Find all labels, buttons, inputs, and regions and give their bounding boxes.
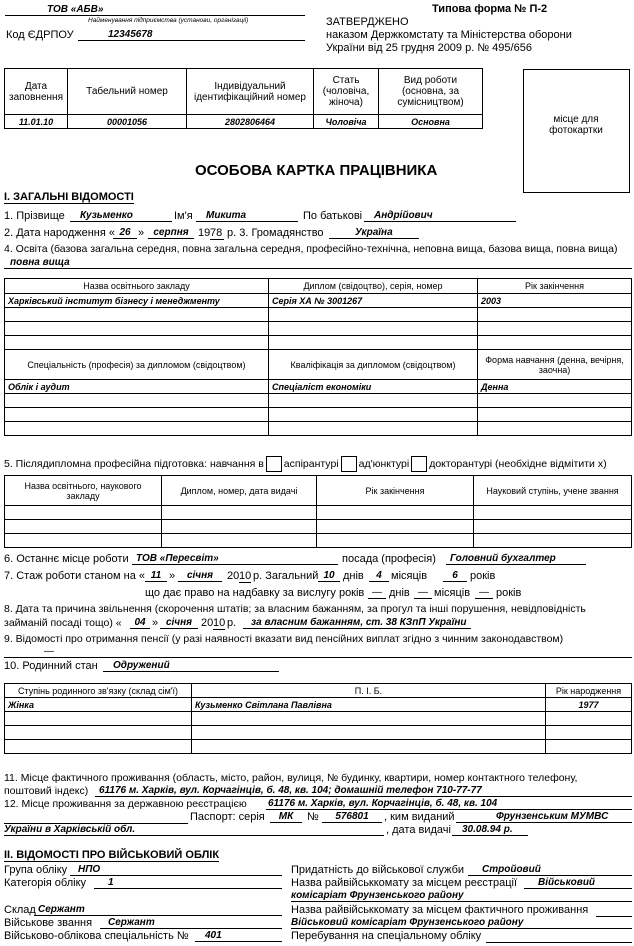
bonus-months-word: місяців bbox=[434, 587, 471, 599]
org-name: ТОВ «АБВ» bbox=[5, 4, 305, 16]
dismiss-label1: 8. Дата та причина звільнення (скорочення штатів; за власним бажанням, за прогул та інші порушення, невідповідність bbox=[4, 603, 586, 615]
th-diploma: Диплом (свідоцтво), серія, номер bbox=[269, 279, 478, 294]
reg-office2: комісаріат Фрунзенського району bbox=[291, 890, 632, 902]
exp-year-prefix: 20 bbox=[227, 570, 240, 582]
approved-line1: наказом Держкомстату та Міністерства оборони bbox=[326, 29, 572, 41]
days-word: днів bbox=[343, 570, 364, 582]
exp-days: 10 bbox=[318, 570, 340, 582]
top-info-table bbox=[4, 68, 483, 129]
form-title: Типова форма № П-2 bbox=[432, 3, 548, 15]
addr-value: 61176 м. Харків, вул. Корчагінців, б. 48, кв. 104; домашній телефон 710-77-77 bbox=[95, 785, 632, 797]
doctorantura-checkbox[interactable] bbox=[411, 456, 427, 472]
exp-months: 4 bbox=[369, 570, 389, 582]
exp-month: січня bbox=[178, 570, 222, 582]
adjunctura-checkbox[interactable] bbox=[341, 456, 357, 472]
table-row bbox=[5, 726, 632, 740]
th-grad-year: Рік закінчення bbox=[478, 279, 632, 294]
exp-year: 10 bbox=[239, 570, 252, 582]
exp-day: 11 bbox=[145, 570, 167, 582]
postgrad-opt1: аспірантурі bbox=[283, 457, 339, 470]
th-id-number: Індивідуальний ідентифікаційний номер bbox=[187, 69, 314, 115]
postgrad-opt2: ад'юнктурі bbox=[358, 457, 410, 470]
exp-total: р. Загальний bbox=[253, 570, 319, 582]
birth-after: р. 3. Громадянство bbox=[227, 227, 324, 239]
reg-office1: Військовий bbox=[524, 877, 632, 889]
family-label: 10. Родинний стан bbox=[4, 660, 98, 672]
grad-year: 2003 bbox=[478, 294, 632, 308]
approved-line2: України від 25 грудня 2009 р. № 495/656 bbox=[326, 42, 532, 54]
edrpou-label: Код ЄДРПОУ bbox=[6, 29, 74, 41]
issued-by1: Фрунзенським МУМВС bbox=[456, 811, 632, 823]
addr-label: 11. Місце фактичного проживання (область, місто, район, вулиця, № будинку, квартири, номер контактного телефону, bbox=[4, 772, 578, 784]
aspirantura-checkbox[interactable] bbox=[266, 456, 282, 472]
gender: Чоловіча bbox=[314, 115, 379, 129]
vos-label: Військово-облікова спеціальність № bbox=[4, 930, 189, 942]
family-table bbox=[4, 683, 632, 754]
th-pg-diploma: Диплом, номер, дата видачі bbox=[162, 476, 317, 506]
addr-label2: поштовий індекс) bbox=[4, 785, 89, 797]
issue-date-label: , дата видачі bbox=[386, 824, 451, 836]
bonus-months: — bbox=[414, 587, 432, 599]
edrpou-value: 12345678 bbox=[78, 29, 305, 41]
fact-office-label: Назва райвійськкомату за місцем фактичного проживання bbox=[291, 904, 589, 916]
relation: Жінка bbox=[5, 698, 192, 712]
diploma: Серія ХА № 3001267 bbox=[269, 294, 478, 308]
patronymic: Андрійович bbox=[364, 210, 516, 222]
lastjob-label: 6. Останнє місце роботи bbox=[4, 553, 129, 565]
th-work-type: Вид роботи (основна, за сумісництвом) bbox=[379, 69, 483, 115]
staff: Сержант bbox=[34, 904, 282, 916]
table-row bbox=[5, 520, 632, 534]
issued-label: , ким виданий bbox=[384, 811, 455, 823]
dismiss-year-prefix: 20 bbox=[201, 617, 214, 629]
th-institution: Назва освітнього закладу bbox=[5, 279, 269, 294]
tab-number: 00001056 bbox=[68, 115, 187, 129]
category: 1 bbox=[94, 877, 282, 889]
table-row bbox=[5, 422, 632, 436]
th-tab-number: Табельний номер bbox=[68, 69, 187, 115]
dismiss-day: 04 bbox=[130, 617, 150, 629]
passport-label: Паспорт: серія bbox=[190, 811, 265, 823]
th-relation: Ступінь родинного зв'язку (склад сім'ї) bbox=[5, 684, 192, 698]
th-fullname: П. І. Б. bbox=[192, 684, 546, 698]
surname: Кузьменко bbox=[70, 210, 172, 222]
position-label: посада (професія) bbox=[342, 553, 436, 565]
th-qualification: Кваліфікація за дипломом (свідоцтвом) bbox=[269, 350, 478, 380]
postgrad-opt3: докторантурі (необхідне відмітити х) bbox=[429, 457, 607, 470]
rank-label: Військове звання bbox=[4, 917, 93, 929]
education-value: повна вища bbox=[4, 257, 632, 269]
birth-day: 26 bbox=[113, 227, 137, 239]
table-row bbox=[5, 336, 632, 350]
education-table bbox=[4, 278, 632, 436]
pension-label: 9. Відомості про отримання пенсії (у разі наявності вказати вид пенсійних виплат згідно з чинним законодавством) bbox=[4, 633, 564, 645]
education-label: 4. Освіта (базова загальна середня, повна загальна середня, професійно-технічна, неповна вища, базова вища, повна вища) bbox=[4, 243, 618, 255]
th-specialty: Спеціальність (професія) за дипломом (свідоцтвом) bbox=[5, 350, 269, 380]
dismiss-label2: займаній посаді тощо) « bbox=[4, 617, 122, 629]
rank: Сержант bbox=[100, 917, 282, 929]
pension-value: — bbox=[4, 646, 632, 658]
group: НПО bbox=[70, 864, 282, 876]
org-caption: Найменування підприємства (установи, організації) bbox=[88, 17, 249, 24]
passport-prefix-line bbox=[4, 811, 188, 824]
reg-office-label: Назва райвійськкомату за місцем реєстрації bbox=[291, 877, 517, 889]
work-type: Основна bbox=[379, 115, 483, 129]
table-row bbox=[5, 408, 632, 422]
birth-year: 78 bbox=[210, 227, 223, 239]
dismiss-year-suffix: р. bbox=[227, 617, 237, 629]
postgrad-label: 5. Післядипломна професійна підготовка: навчання в bbox=[4, 457, 264, 470]
id-number: 2802806464 bbox=[187, 115, 314, 129]
special-line bbox=[486, 930, 632, 943]
months-word: місяців bbox=[391, 570, 428, 582]
fact-office: Військовий комісаріат Фрунзенського району bbox=[291, 917, 632, 929]
th-fill-date: Дата заповнення bbox=[5, 69, 68, 115]
staff-label: Склад bbox=[4, 904, 36, 916]
dismiss-year: 10 bbox=[213, 617, 226, 629]
institution: Харківський інститут бізнесу і менеджменту bbox=[5, 294, 269, 308]
birth-month: серпня bbox=[148, 227, 194, 239]
exp-quote: » bbox=[169, 570, 176, 582]
th-pg-year: Рік закінчення bbox=[317, 476, 474, 506]
photo-label: місце для фотокартки bbox=[549, 114, 603, 136]
table-row bbox=[5, 308, 632, 322]
birth-label: 2. Дата народження « bbox=[4, 227, 116, 239]
fill-date: 11.01.10 bbox=[5, 115, 68, 129]
dismiss-month: січня bbox=[160, 617, 198, 629]
bonus-days-word: днів bbox=[389, 587, 410, 599]
fact-office-line bbox=[596, 904, 632, 917]
approved: ЗАТВЕРДЖЕНО bbox=[326, 16, 409, 28]
special-label: Перебування на спеціальному обліку bbox=[291, 930, 482, 942]
vos: 401 bbox=[195, 930, 282, 942]
table-row bbox=[5, 740, 632, 754]
section1-heading: І. ЗАГАЛЬНІ ВІДОМОСТІ bbox=[4, 191, 134, 203]
reg-value: 61176 м. Харків, вул. Корчагінців, б. 48, кв. 104 bbox=[266, 798, 632, 810]
years-word: років bbox=[470, 570, 496, 582]
surname-label: 1. Прізвище bbox=[4, 210, 65, 222]
table-row bbox=[5, 534, 632, 548]
passport-no-label: № bbox=[307, 811, 319, 823]
first-name: Микита bbox=[196, 210, 298, 222]
bonus-years: — bbox=[475, 587, 493, 599]
passport-no: 576801 bbox=[322, 811, 382, 823]
table-row bbox=[5, 712, 632, 726]
group-label: Група обліку bbox=[4, 864, 68, 876]
family-status: Одружений bbox=[103, 660, 279, 672]
th-study-form: Форма навчання (денна, вечірня, заочна) bbox=[478, 350, 632, 380]
dismiss-reason: за власним бажанням, ст. 38 КЗпП України bbox=[243, 617, 471, 629]
fit: Стройовий bbox=[468, 864, 632, 876]
study-form: Денна bbox=[478, 380, 632, 394]
fit-label: Придатність до військової служби bbox=[291, 864, 465, 876]
table-row bbox=[5, 322, 632, 336]
category-label: Категорія обліку bbox=[4, 877, 87, 889]
exp-years: 6 bbox=[443, 570, 467, 582]
citizenship: Україна bbox=[329, 227, 419, 239]
relative-birth-year: 1977 bbox=[546, 698, 632, 712]
passport-series: МК bbox=[270, 811, 302, 823]
bonus-label: що дає право на надбавку за вислугу років bbox=[145, 587, 365, 599]
name-label: Ім'я bbox=[174, 210, 193, 222]
reg-label: 12. Місце проживання за державною реєстрацією bbox=[4, 798, 247, 810]
bonus-days: — bbox=[368, 587, 386, 599]
qualification: Спеціаліст економіки bbox=[269, 380, 478, 394]
th-pg-institution: Назва освітнього, наукового закладу bbox=[5, 476, 162, 506]
exp-label: 7. Стаж роботи станом на « bbox=[4, 570, 145, 582]
postgrad-table bbox=[4, 475, 632, 548]
patronymic-label: По батькові bbox=[303, 210, 363, 222]
postgrad-row bbox=[4, 456, 607, 472]
th-gender: Стать (чоловіча, жіноча) bbox=[314, 69, 379, 115]
bonus-years-word: років bbox=[496, 587, 522, 599]
birth-year-prefix: 19 bbox=[198, 227, 211, 239]
section2-heading: ІІ. ВІДОМОСТІ ПРО ВІЙСЬКОВИЙ ОБЛІК bbox=[4, 849, 220, 861]
issue-date: 30.08.94 р. bbox=[452, 824, 528, 836]
th-pg-degree: Науковий ступінь, учене звання bbox=[474, 476, 632, 506]
fullname: Кузьменко Світлана Павлівна bbox=[192, 698, 546, 712]
lastjob: ТОВ «Пересвіт» bbox=[132, 553, 338, 565]
issued-by2: України в Харківській обл. bbox=[4, 824, 384, 836]
table-row bbox=[5, 506, 632, 520]
position: Головний бухгалтер bbox=[446, 553, 586, 565]
birth-quote: » bbox=[138, 227, 145, 239]
dismiss-quote: » bbox=[152, 617, 159, 629]
page-title: ОСОБОВА КАРТКА ПРАЦІВНИКА bbox=[195, 162, 438, 179]
th-birth-year: Рік народження bbox=[546, 684, 632, 698]
table-row bbox=[5, 394, 632, 408]
specialty: Облік і аудит bbox=[5, 380, 269, 394]
